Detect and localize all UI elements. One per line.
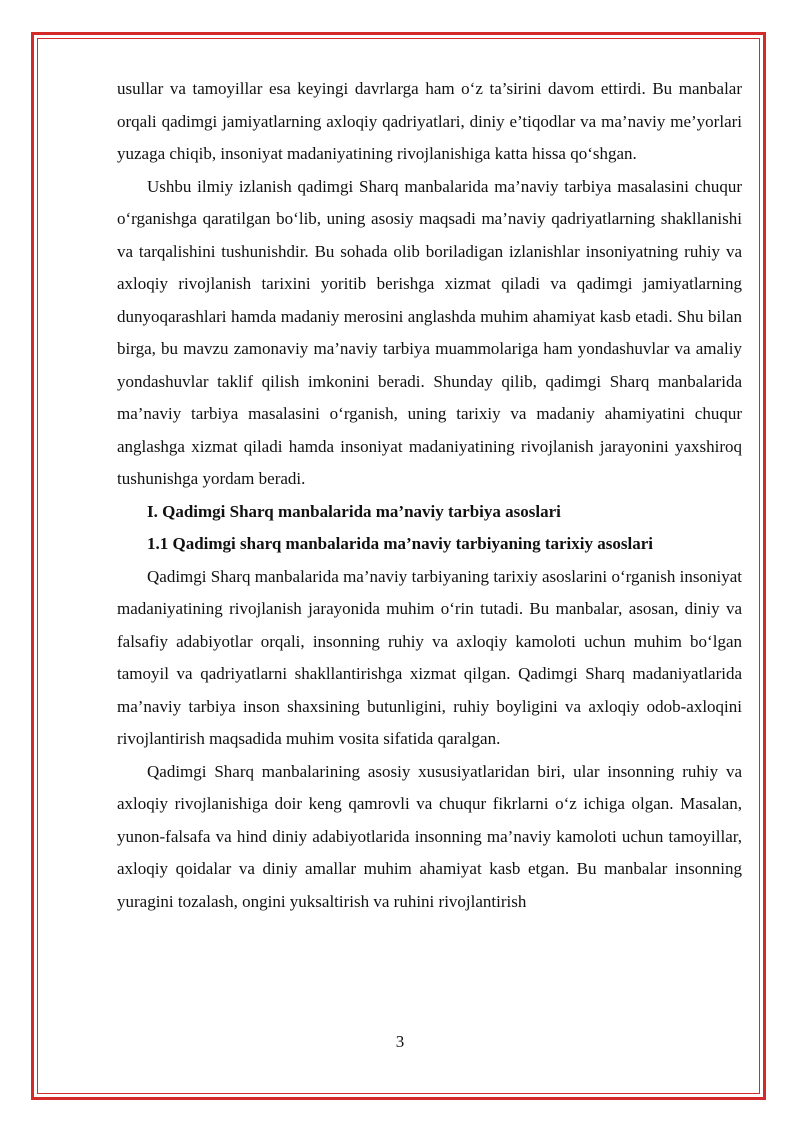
paragraph-section-1: Qadimgi Sharq manbalarida ma’naviy tarbiyaning tarixiy asoslarini o‘rganish insoniyat madaniyatining rivojlanish jarayonida muhim o‘rin tutadi. Bu manbalar, asosan, diniy va falsafiy adabiyotlar orqali, insonning ruhiy va axloqiy kamoloti uchun muhim bo‘lgan tamoyil va qadriyatlarni shakllantirishga xizmat qilgan. Qadimgi Sharq madaniyatlarida ma’naviy tarbiya inson shaxsining butunligini, ruhiy boyligini va axloqiy odob-axloqini rivojlantirish maqsadida muhim vosita sifatida qaralgan.	[117, 566, 742, 748]
chapter-heading: I. Qadimgi Sharq manbalarida ma’naviy tarbiya asoslari	[147, 501, 561, 521]
paragraph-intro: Ushbu ilmiy izlanish qadimgi Sharq manbalarida ma’naviy tarbiya masalasini chuqur o‘rganishga qaratilgan bo‘lib, uning asosiy maqsadi ma’naviy qadriyatlarning shakllanishi va tarqalishini tushunishdir. Bu sohada olib boriladigan izlanishlar insoniyatning ruhiy va axloqiy rivojlanish tarixini yoritib berishga xizmat qiladi va qadimgi jamiyatlarning dunyoqarashlari hamda madaniy merosini anglashda muhim ahamiyat kasb etadi. Shu bilan birga, bu mavzu zamonaviy ma’naviy tarbiya muammolariga ham yondashuvlar va amaliy yondashuvlar taklif qilish imkonini beradi. Shunday qilib, qadimgi Sharq manbalarida ma’naviy tarbiya masalasini o‘rganish, uning tarixiy va madaniy ahamiyatini chuqur anglashga xizmat qiladi hamda insoniyat madaniyatining rivojlanish jarayonini yaxshiroq tushunishga yordam beradi.	[117, 176, 742, 488]
paragraph-continuation: usullar va tamoyillar esa keyingi davrlarga ham o‘z ta’sirini davom ettirdi. Bu manbalar orqali qadimgi jamiyatlarning axloqiy qadriyatlari, diniy e’tiqodlar va ma’naviy me’yorlari yuzaga chiqib, insoniyat madaniyatining rivojlanishiga katta hissa qo‘shgan.	[117, 79, 742, 163]
section-heading: 1.1 Qadimgi sharq manbalarida ma’naviy tarbiyaning tarixiy asoslari	[147, 534, 653, 553]
page-body	[117, 73, 742, 918]
paragraph-section-2: Qadimgi Sharq manbalarining asosiy xususiyatlaridan biri, ular insonning ruhiy va axloqiy rivojlanishiga doir keng qamrovli va chuqur fikrlarni o‘z ichiga olgan. Masalan, yunon-falsafa va hind diniy adabiyotlarida insonning ma’naviy kamoloti uchun tamoyillar, axloqiy qoidalar va diniy amallar muhim ahamiyat kasb etgan. Bu manbalar insonning yuragini tozalash, ongini yuksaltirish va ruhini rivojlantirish	[117, 761, 742, 911]
page-number: 3	[395, 1032, 405, 1051]
